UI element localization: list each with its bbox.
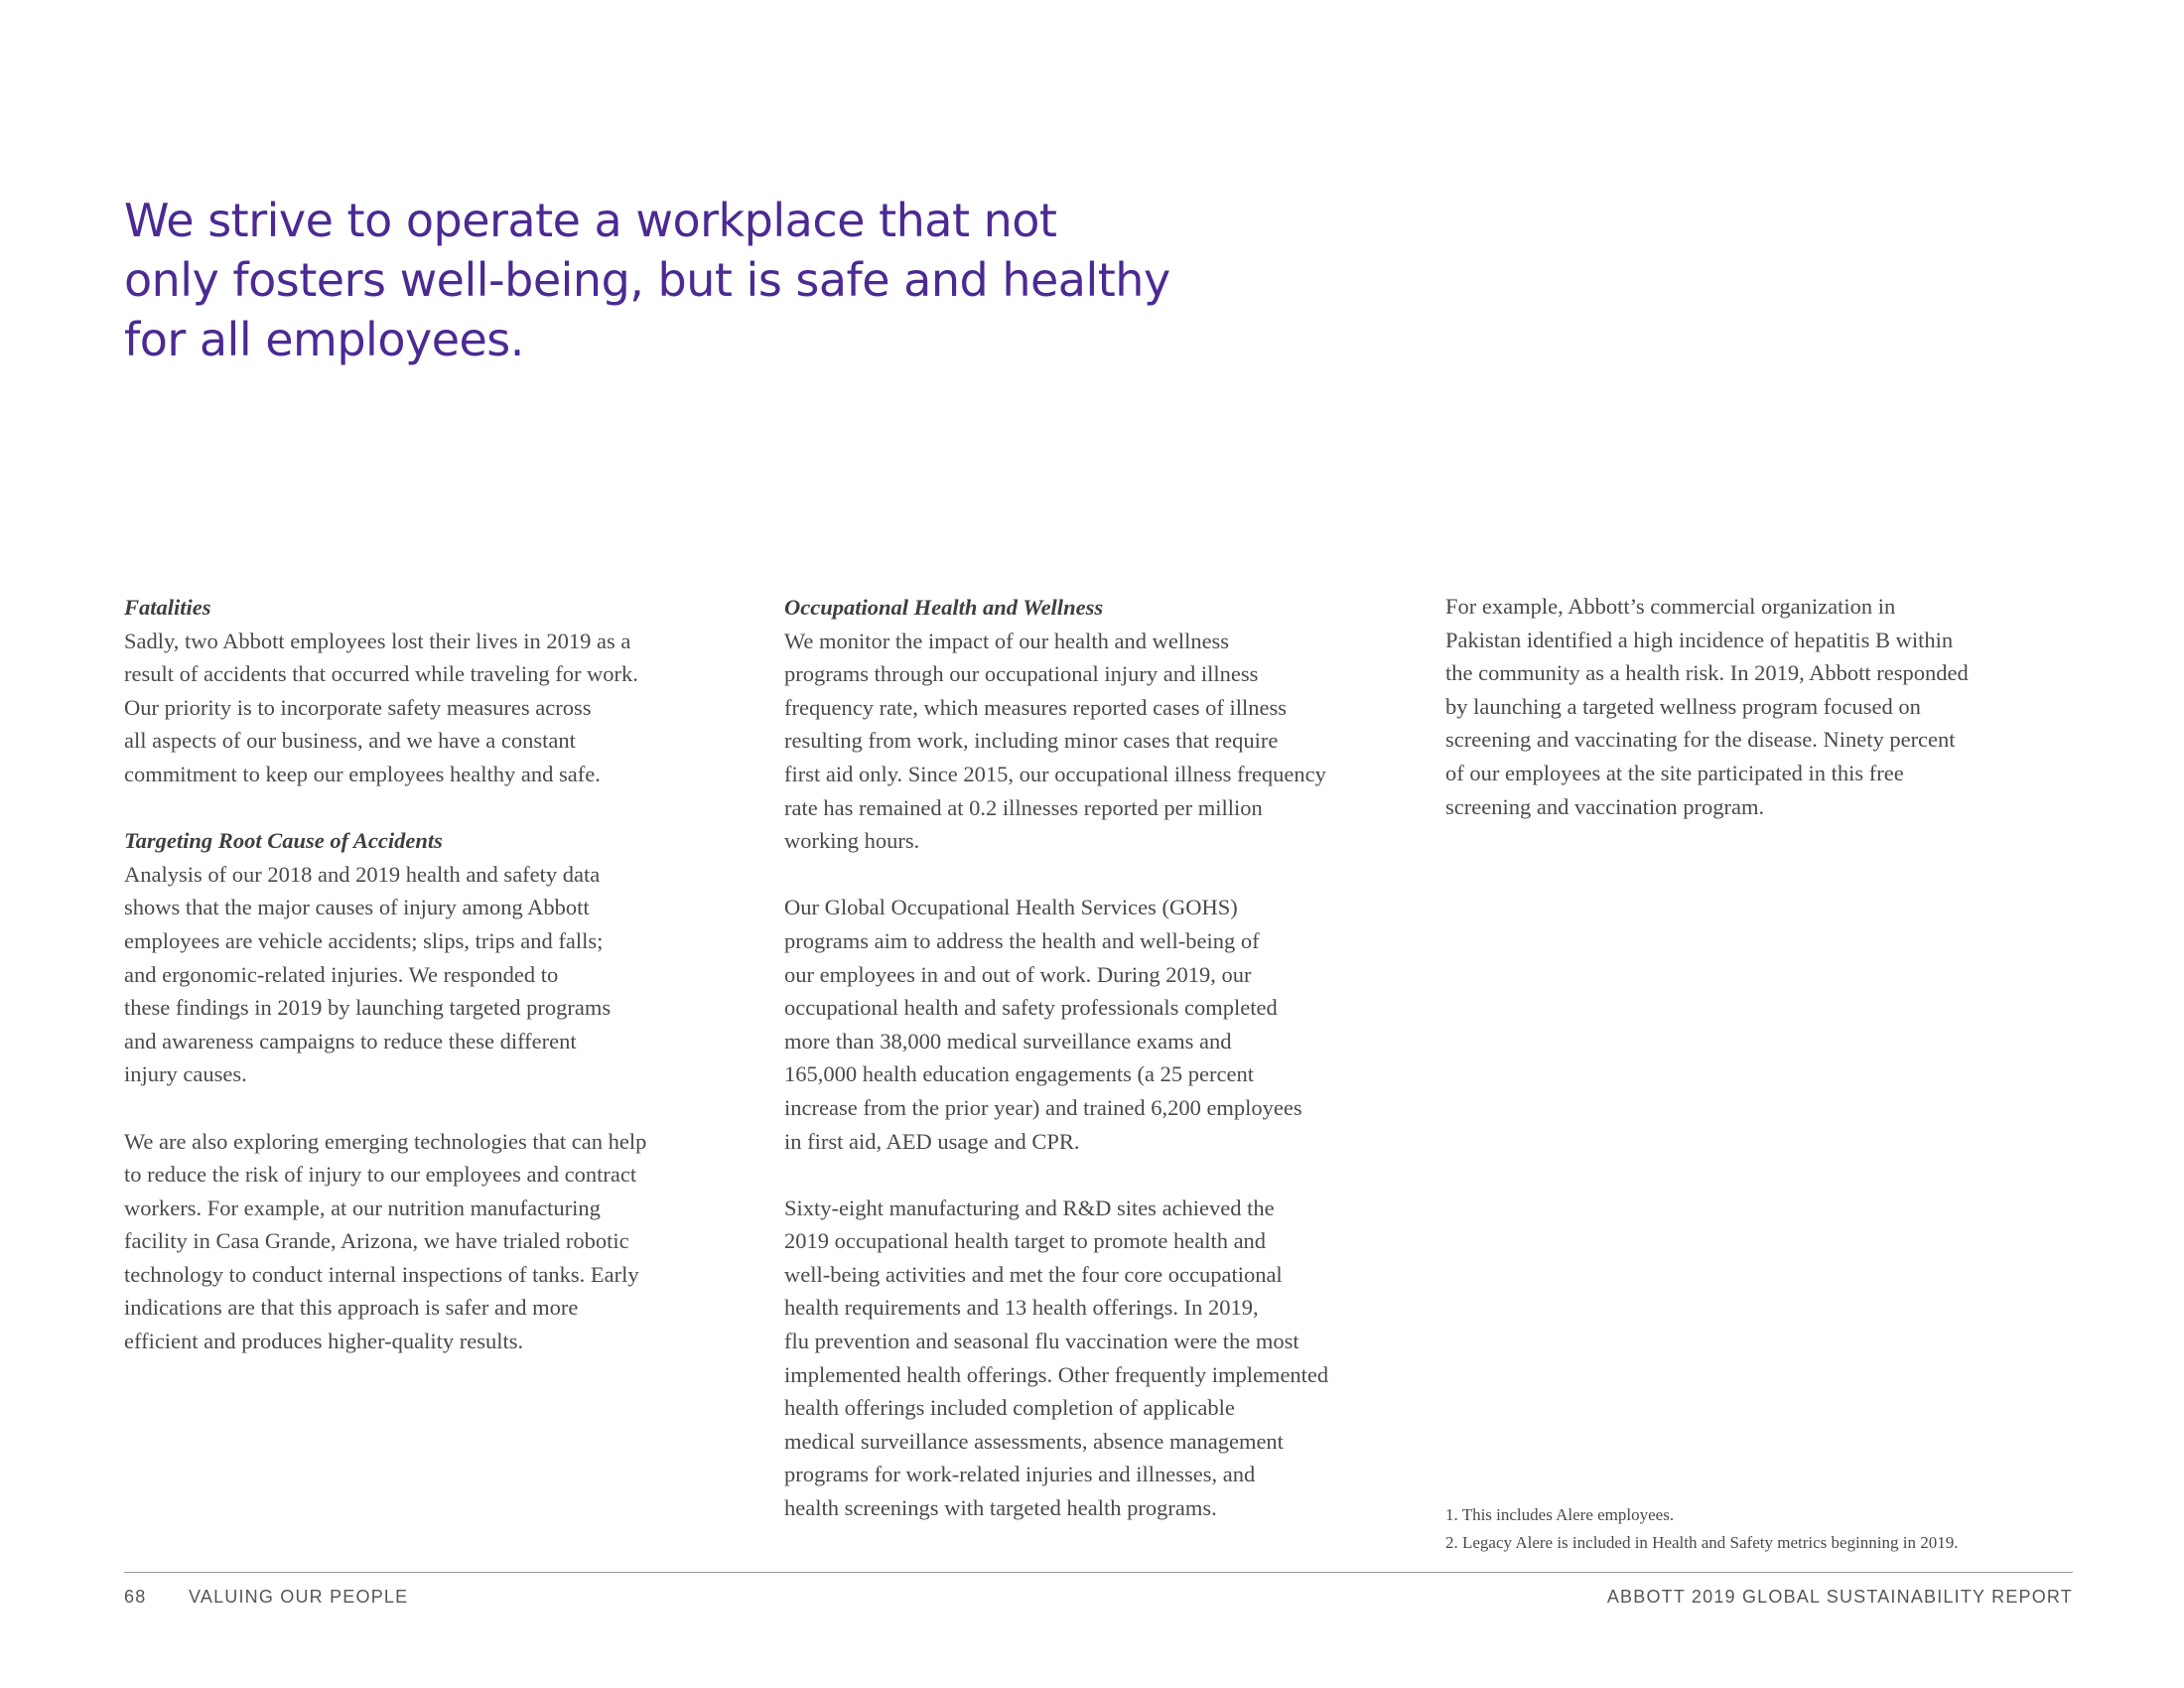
footer-divider xyxy=(124,1572,2073,1573)
paragraph-occupational-health xyxy=(784,625,1439,858)
text-line: and ergonomic-related injuries. We responded to xyxy=(124,961,559,987)
paragraph-emerging-technologies xyxy=(124,1125,779,1358)
footnote: 2. Legacy Alere is included in Health and Safety metrics beginning in 2019. xyxy=(1445,1533,1959,1552)
body-column-left xyxy=(124,591,779,1358)
footer-section-title: VALUING OUR PEOPLE xyxy=(189,1587,409,1607)
text-line: by launching a targeted wellness program focused on xyxy=(1445,693,1921,719)
footnotes xyxy=(1445,1501,1958,1557)
headline-line: for all employees. xyxy=(124,313,524,366)
text-line: implemented health offerings. Other frequently implemented xyxy=(784,1361,1329,1387)
text-line: all aspects of our business, and we have a constant xyxy=(124,728,576,754)
text-line: more than 38,000 medical surveillance exams and xyxy=(784,1028,1232,1054)
text-line: Our Global Occupational Health Services (GOHS) xyxy=(784,895,1238,920)
text-line: facility in Casa Grande, Arizona, we have trialed robotic xyxy=(124,1228,629,1254)
text-line: We monitor the impact of our health and wellness xyxy=(784,628,1230,653)
text-line: occupational health and safety professionals completed xyxy=(784,995,1278,1021)
text-line: working hours. xyxy=(784,828,920,854)
paragraph-root-cause xyxy=(124,858,779,1091)
footnote: 1. This includes Alere employees. xyxy=(1445,1505,1675,1524)
text-line: well-being activities and met the four core occupational xyxy=(784,1261,1283,1287)
section-heading-root-cause: Targeting Root Cause of Accidents xyxy=(124,828,443,854)
text-line: For example, Abbott’s commercial organization in xyxy=(1445,594,1896,619)
text-line: technology to conduct internal inspections of tanks. Early xyxy=(124,1261,639,1287)
text-line: our employees in and out of work. During 2019, our xyxy=(784,961,1252,987)
text-line: these findings in 2019 by launching targeted programs xyxy=(124,995,612,1021)
text-line: first aid only. Since 2015, our occupational illness frequency xyxy=(784,761,1326,786)
text-line: Pakistan identified a high incidence of hepatitis B within xyxy=(1445,627,1954,652)
text-line: health requirements and 13 health offerings. In 2019, xyxy=(784,1295,1259,1321)
text-line: indications are that this approach is safer and more xyxy=(124,1295,579,1321)
body-column-right xyxy=(1445,590,2081,823)
text-line: programs aim to address the health and well-being of xyxy=(784,927,1260,953)
paragraph-fatalities xyxy=(124,625,779,791)
text-line: medical surveillance assessments, absence management xyxy=(784,1428,1284,1454)
text-line: 2019 occupational health target to promote health and xyxy=(784,1228,1267,1254)
text-line: the community as a health risk. In 2019, Abbott responded xyxy=(1445,660,1969,686)
footer-report-title: ABBOTT 2019 GLOBAL SUSTAINABILITY REPORT xyxy=(1606,1587,2073,1607)
text-line: employees are vehicle accidents; slips, trips and falls; xyxy=(124,927,604,953)
text-line: injury causes. xyxy=(124,1061,247,1087)
text-line: of our employees at the site participated in this free xyxy=(1445,760,1904,785)
paragraph-gohs xyxy=(784,891,1439,1158)
text-line: Our priority is to incorporate safety measures across xyxy=(124,694,592,720)
page-number: 68 xyxy=(124,1587,147,1607)
text-line: We are also exploring emerging technologies that can help xyxy=(124,1128,647,1154)
text-line: Analysis of our 2018 and 2019 health and safety data xyxy=(124,861,601,887)
text-line: result of accidents that occurred while traveling for work. xyxy=(124,661,638,687)
text-line: and awareness campaigns to reduce these different xyxy=(124,1028,577,1054)
text-line: 165,000 health education engagements (a 25 percent xyxy=(784,1061,1254,1087)
text-line: increase from the prior year) and trained 6,200 employees xyxy=(784,1094,1302,1120)
paragraph-pakistan-example xyxy=(1445,590,2081,823)
text-line: to reduce the risk of injury to our employees and contract xyxy=(124,1162,637,1188)
text-line: flu prevention and seasonal flu vaccination were the most xyxy=(784,1329,1299,1354)
text-line: health screenings with targeted health programs. xyxy=(784,1495,1217,1521)
text-line: programs for work-related injuries and illnesses, and xyxy=(784,1462,1256,1487)
section-heading-occupational-health: Occupational Health and Wellness xyxy=(784,595,1104,620)
text-line: screening and vaccination program. xyxy=(1445,793,1765,819)
text-line: rate has remained at 0.2 illnesses reported per million xyxy=(784,794,1263,820)
text-line: screening and vaccinating for the disease. Ninety percent xyxy=(1445,727,1956,753)
text-line: frequency rate, which measures reported cases of illness xyxy=(784,694,1288,720)
text-line: workers. For example, at our nutrition manufacturing xyxy=(124,1195,601,1220)
text-line: health offerings included completion of applicable xyxy=(784,1395,1235,1421)
section-heading-fatalities: Fatalities xyxy=(124,595,211,620)
headline-line: We strive to operate a workplace that not xyxy=(124,194,1057,247)
headline-line: only fosters well-being, but is safe and healthy xyxy=(124,253,1170,307)
page-headline xyxy=(124,191,1170,369)
text-line: efficient and produces higher-quality results. xyxy=(124,1329,524,1354)
text-line: shows that the major causes of injury among Abbott xyxy=(124,895,590,920)
text-line: Sadly, two Abbott employees lost their lives in 2019 as a xyxy=(124,628,631,653)
text-line: in first aid, AED usage and CPR. xyxy=(784,1128,1080,1154)
text-line: programs through our occupational injury and illness xyxy=(784,661,1259,687)
text-line: resulting from work, including minor cases that require xyxy=(784,728,1279,754)
text-line: Sixty-eight manufacturing and R&D sites achieved the xyxy=(784,1195,1275,1220)
body-column-middle xyxy=(784,591,1439,1525)
paragraph-sites-achievement xyxy=(784,1192,1439,1525)
text-line: commitment to keep our employees healthy and safe. xyxy=(124,761,601,786)
